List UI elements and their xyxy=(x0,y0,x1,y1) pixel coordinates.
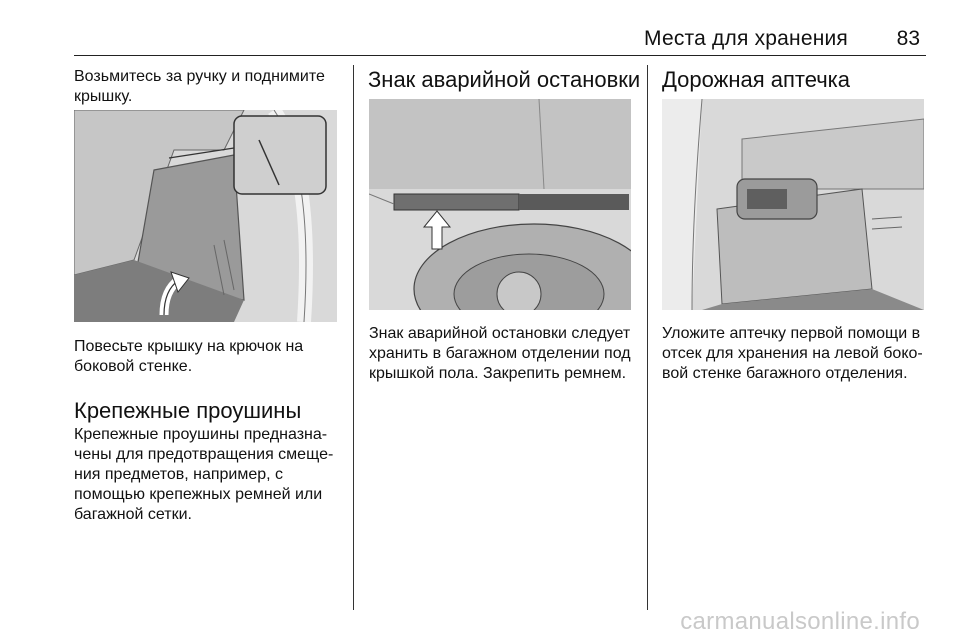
trunk-lid-hook-illustration xyxy=(74,110,337,322)
section-text-tie-down-eyes: Крепежные проушины предназна- чены для предотвращения смеще- ния предметов, например, с помощью крепежных ремней или багажной сетки. xyxy=(74,426,334,523)
section-heading-warning-triangle: Знак аварийной остановки xyxy=(368,67,641,92)
column-divider-2 xyxy=(647,65,648,610)
section-heading-tie-down-eyes: Крепежные проушины xyxy=(74,398,302,423)
page-header-title: Места для хранения xyxy=(644,27,848,50)
first-aid-kit-illustration xyxy=(662,99,924,310)
first-aid-kit-text: Уложите аптечку первой помощи в отсек для хранения на левой боко- вой стенке багажного отделения. xyxy=(662,325,923,382)
intro-paragraph: Возьмитесь за ручку и поднимите крышку. xyxy=(74,68,325,105)
column-divider-1 xyxy=(353,65,354,610)
page-number: 83 xyxy=(896,27,920,50)
header-divider xyxy=(74,55,926,56)
figure-caption-hook: Повесьте крышку на крючок на боковой стенке. xyxy=(74,338,304,375)
warning-triangle-illustration xyxy=(369,99,631,310)
watermark-text: carmanualsonline.info xyxy=(680,608,920,635)
section-heading-first-aid-kit: Дорожная аптечка xyxy=(662,67,851,92)
warning-triangle-text: Знак аварийной остановки следует хранить в багажном отделении под крышкой пола. Закрепить ремнем. xyxy=(369,325,631,382)
